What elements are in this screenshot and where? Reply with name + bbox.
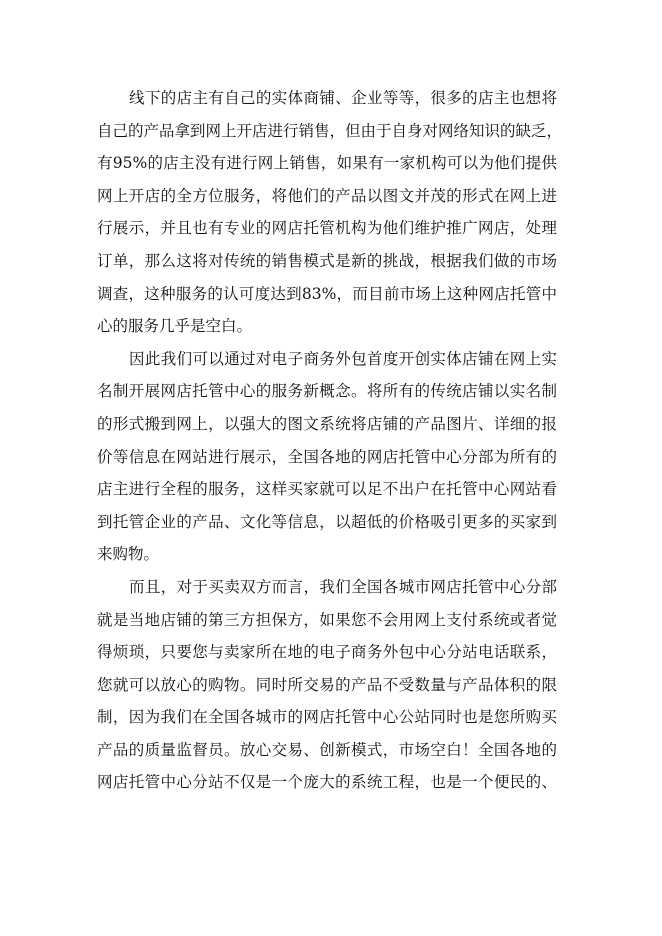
- text-line: 产品的质量监督员。放心交易、创新模式，市场空白！全国各地的: [97, 740, 557, 759]
- text-line: 调查，这种服务的认可度达到83%，而目前市场上这种网店托管中: [97, 284, 557, 303]
- paragraph-3: [97, 571, 557, 799]
- text-line: 有95%的店主没有进行网上销售，如果有一家机构可以为他们提供: [97, 154, 557, 173]
- text-line: 名制开展网店托管中心的服务新概念。将所有的传统店铺以实名制: [97, 382, 557, 401]
- paragraph-2: [97, 343, 557, 571]
- text-line: 来购物。: [97, 545, 160, 564]
- text-line: 到托管企业的产品、文化等信息，以超低的价格吸引更多的买家到: [97, 512, 557, 531]
- text-line: 您就可以放心的购物。同时所交易的产品不受数量与产品体积的限: [97, 675, 557, 694]
- text-line: 制，因为我们在全国各城市的网店托管中心公站同时也是您所购买: [97, 708, 557, 727]
- text-line: 订单，那么这将对传统的销售模式是新的挑战，根据我们做的市场: [97, 251, 557, 270]
- text-line: 而且，对于买卖双方而言，我们全国各城市网店托管中心分部: [129, 577, 557, 596]
- paragraph-1: [97, 82, 563, 343]
- document-body: [97, 82, 563, 799]
- text-line: 线下的店主有自己的实体商铺、企业等等，很多的店主也想将: [129, 89, 557, 107]
- text-line: 网店托管中心分站不仅是一个庞大的系统工程，也是一个便民的、: [97, 773, 557, 792]
- text-line: 的形式搬到网上，以强大的图文系统将店铺的产品图片、详细的报: [97, 414, 557, 433]
- text-line: 店主进行全程的服务，这样买家就可以足不出户在托管中心网站看: [97, 480, 557, 499]
- text-line: 因此我们可以通过对电子商务外包首度开创实体店铺在网上实: [129, 349, 557, 368]
- text-line: 自己的产品拿到网上开店进行销售，但由于自身对网络知识的缺乏，: [97, 121, 563, 140]
- text-line: 就是当地店铺的第三方担保方，如果您不会用网上支付系统或者觉: [97, 610, 557, 629]
- text-line: 得烦琐，只要您与卖家所在地的电子商务外包中心分站电话联系，: [97, 643, 557, 662]
- text-line: 心的服务几乎是空白。: [97, 317, 253, 336]
- text-line: 价等信息在网站进行展示，全国各地的网店托管中心分部为所有的: [97, 447, 557, 466]
- text-line: 行展示，并且也有专业的网店托管机构为他们维护推广网店，处理: [97, 219, 557, 238]
- text-line: 网上开店的全方位服务，将他们的产品以图文并茂的形式在网上进: [97, 186, 557, 205]
